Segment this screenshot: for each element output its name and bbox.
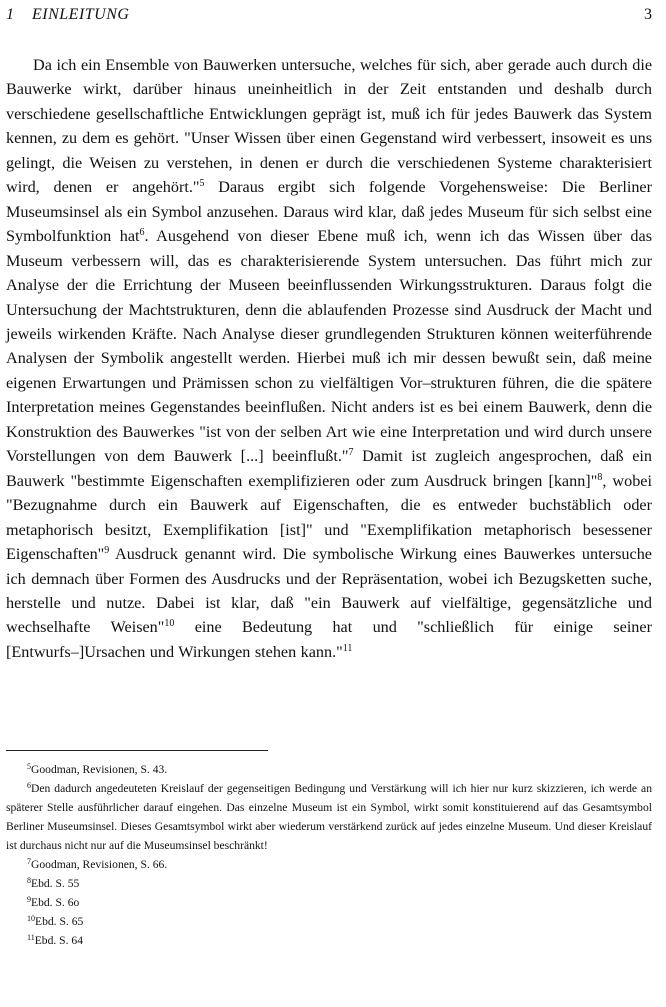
- footnote-separator: [6, 750, 268, 751]
- main-text: [6, 53, 652, 664]
- footnote: [6, 874, 652, 893]
- footnote-text: Den dadurch angedeuteten Kreislauf der gegenseitigen Bedingung und Verstärkung will ich hier nur kurz skizzieren, ich werde an späterer Stelle ausführlicher darauf eingehen. Das einzelne Museum ist ein Symbol, wirkt somit konstituierend auf das Gesamtsymbol Berliner Museumsinsel. Dieses Gesamtsymbol wirkt aber wiederum verstärkend zurück auf jedes einzelne Museum. Und dieser Kreislauf ist durchaus nicht nur auf die Museumsinsel beschränkt!: [6, 782, 652, 852]
- text-segment: , wobei "Bezugnahme durch ein Bauwerk auf Eigenschaften, die es entweder buchstäblich oder metaphorisch besitzt, Exemplifikation [ist]" und "Exemplifikation metaphorisch besessener Eigenschaften": [6, 471, 652, 564]
- footnote-text: Ebd. S. 6o: [31, 896, 80, 909]
- footnote-ref: 9: [104, 545, 110, 557]
- chapter-number: 1: [6, 6, 14, 23]
- footnotes: [6, 760, 652, 950]
- footnote-number: 9: [27, 895, 31, 904]
- text-segment: Damit ist zugleich angesprochen, daß ein Bauwerk "bestimmte Eigenschaften exemplifizieren oder zum Ausdruck bringen [kann]": [6, 447, 652, 490]
- footnote-number: 6: [27, 781, 31, 790]
- footnote: [6, 912, 652, 931]
- footnote: [6, 779, 652, 855]
- footnote-number: 10: [27, 914, 35, 923]
- text-segment: eine Bedeutung hat und "schließlich für einige seiner [Entwurfs–]Ursachen und Wirkungen stehen kann.": [6, 618, 652, 661]
- footnote: [6, 855, 652, 874]
- footnote-ref: 11: [342, 642, 353, 654]
- footnote-text: Ebd. S. 64: [34, 934, 84, 947]
- footnote-ref: 10: [164, 618, 175, 630]
- text-segment: Ausdruck genannt wird. Die symbolische Wirkung eines Bauwerkes untersuche ich demnach über Formen des Ausdrucks und der Repräsentation, wobei ich Bezugsketten suche, herstelle und nutze. Dabei ist klar, daß "ein Bauwerk auf vielfältige, gegensätzliche und wechselhafte Weisen": [6, 545, 652, 637]
- footnote-text: Ebd. S. 55: [31, 877, 80, 890]
- footnote-ref: 8: [597, 471, 603, 483]
- footnote-text: Goodman, Revisionen, S. 66.: [31, 858, 168, 871]
- footnote: [6, 893, 652, 912]
- footnote-number: 11: [27, 933, 35, 942]
- paragraph: [6, 53, 652, 664]
- footnote-number: 8: [27, 876, 31, 885]
- chapter-title: EINLEITUNG: [32, 6, 130, 23]
- footnote-ref: 7: [348, 447, 354, 459]
- text-segment: Daraus ergibt sich folgende Vorgehensweise: Die Berliner Museumsinsel als ein Symbol anzusehen. Daraus wird klar, daß jedes Museum für sich selbst eine Symbolfunktion hat: [6, 178, 653, 246]
- footnote: [6, 760, 652, 779]
- footnote: [6, 931, 652, 950]
- footnote-text: Ebd. S. 65: [35, 915, 84, 928]
- footnote-text: Goodman, Revisionen, S. 43.: [31, 763, 168, 776]
- page-number: 3: [644, 6, 652, 23]
- footnote-number: 7: [27, 857, 31, 866]
- page-header: [6, 6, 652, 26]
- footnote-number: 5: [27, 762, 31, 771]
- footnote-ref: 6: [139, 227, 145, 239]
- footnote-ref: 5: [199, 178, 205, 190]
- text-segment: . Ausgehend von dieser Ebene muß ich, wenn ich das Wissen über das Museum verbessern will, das es charakterisierende System untersuchen. Das führt mich zur Analyse der die Errichtung der Museen beeinflussenden Wirkungsstrukturen. Daraus folgt die Untersuchung der Machtstrukturen, denn die ablaufenden Prozesse sind Ausdruck der Macht und jeweils wirkenden Kräfte. Nach Analyse dieser grundlegenden Strukturen können weiterführende Analysen der Symbolik angestellt werden. Hierbei muß ich mir dessen bewußt sein, daß meine eigenen Erwartungen und Prämissen schon zu vielfältigen Vor–strukturen führen, die die spätere Interpretation meines Gegenstandes beeinflußen. Nicht anders ist es bei einem Bauwerk, denn die Konstruktion des Bauwerkes "ist von der selben Art wie eine Interpretation und wird durch unsere Vorstellungen von dem Bauwerk [...] beeinflußt.": [6, 227, 652, 466]
- text-segment: Da ich ein Ensemble von Bauwerken untersuche, welches für sich, aber gerade auch durch die Bauwerke wirkt, darüber hinaus uneinheitlich in der Zeit entstanden und deshalb durch verschiedene gesellschaftliche Entwicklungen geprägt ist, muß ich für jedes Bauwerk das System kennen, zu dem es gehört. "Unser Wissen über einen Gegenstand wird verbessert, insoweit es uns gelingt, die Weisen zu verstehen, in denen er durch die verschiedenen Systeme charakterisiert wird, denen er angehört.": [6, 56, 652, 197]
